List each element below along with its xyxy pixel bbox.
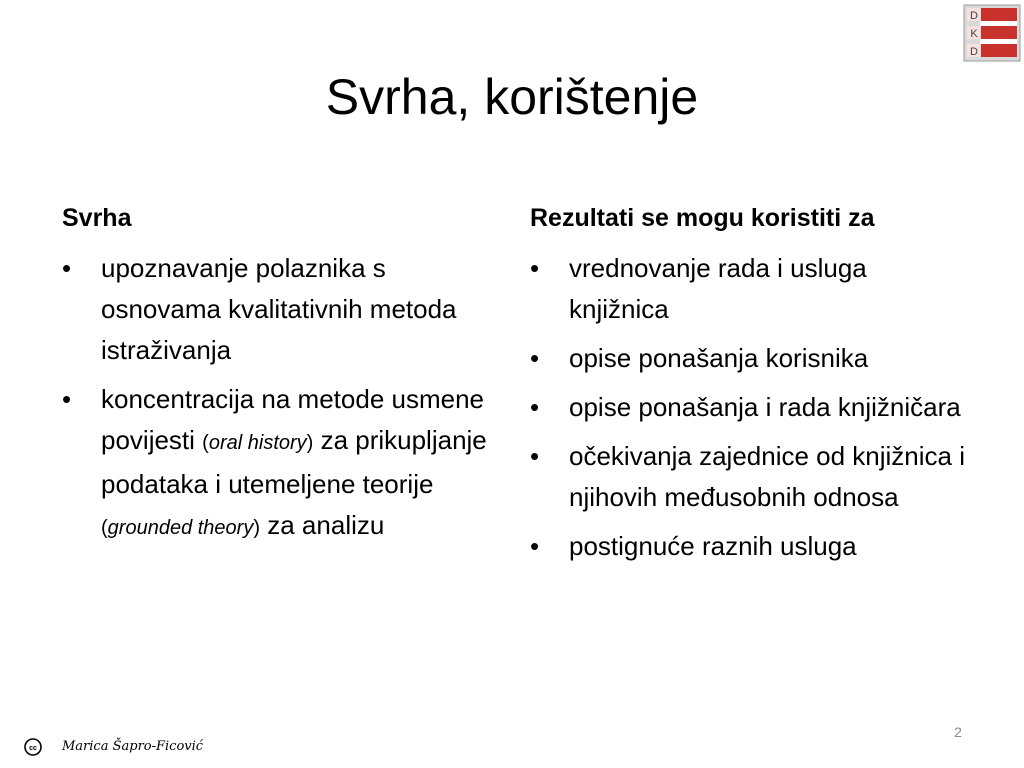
right-heading: Rezultati se mogu koristiti za bbox=[530, 204, 875, 232]
right-column bbox=[530, 200, 970, 575]
right-bullet-1 bbox=[530, 248, 970, 330]
page-number: 2 bbox=[954, 724, 962, 740]
left-column bbox=[62, 200, 492, 557]
right-bullet-5 bbox=[530, 526, 970, 567]
left-bullet-1-text: upoznavanje polaznika s osnovama kvalitativnih metoda istraživanja bbox=[101, 253, 457, 365]
left-bullet-2 bbox=[62, 379, 492, 549]
right-bullet-5-text: postignuće raznih usluga bbox=[569, 531, 857, 561]
right-bullet-4 bbox=[530, 436, 970, 518]
left-bullet-2-part2: za prikupljanje podataka i utemeljene teorije bbox=[101, 425, 487, 499]
logo-letter-d1: D bbox=[970, 10, 978, 22]
dkd-logo bbox=[963, 4, 1021, 62]
bullet-icon: • bbox=[62, 253, 72, 283]
left-bullet-1 bbox=[62, 248, 492, 371]
right-bullet-2-text: opise ponašanja korisnika bbox=[569, 343, 869, 373]
left-bullet-2-part1: koncentracija na metode usmene povijesti bbox=[101, 384, 485, 455]
bullet-icon: • bbox=[530, 531, 540, 561]
footer-author: Marica Šapro-Ficović bbox=[62, 739, 204, 754]
logo-letter-k: K bbox=[970, 28, 978, 40]
right-bullet-3-text: opise ponašanja i rada knjižničara bbox=[569, 392, 961, 422]
bullet-icon: • bbox=[530, 253, 540, 283]
cc-label: cc bbox=[29, 745, 37, 752]
bullet-icon: • bbox=[530, 441, 540, 471]
slide-title: Svrha, korištenje bbox=[325, 69, 699, 125]
right-bullet-3 bbox=[530, 387, 970, 428]
bullet-icon: • bbox=[530, 343, 540, 373]
grounded-theory-term: grounded theory bbox=[107, 517, 254, 539]
left-heading: Svrha bbox=[62, 204, 132, 232]
paren-close: ) bbox=[253, 517, 261, 539]
right-bullet-2 bbox=[530, 338, 970, 379]
creative-commons-icon bbox=[24, 738, 42, 756]
logo-letter-d2: D bbox=[970, 46, 978, 58]
left-bullet-list bbox=[62, 248, 492, 549]
bullet-icon: • bbox=[62, 384, 72, 414]
paren-open: ( bbox=[101, 517, 108, 539]
left-bullet-2-part3: za analizu bbox=[267, 510, 385, 540]
right-bullet-list bbox=[530, 248, 970, 567]
bullet-icon: • bbox=[530, 392, 540, 422]
oral-history-term: oral history bbox=[208, 432, 307, 454]
paren-open: ( bbox=[202, 432, 209, 454]
right-bullet-1-text: vrednovanje rada i usluga knjižnica bbox=[569, 253, 867, 324]
paren-close: ) bbox=[306, 432, 314, 454]
right-bullet-4-text: očekivanja zajednice od knjižnica i njihovih međusobnih odnosa bbox=[569, 441, 966, 512]
